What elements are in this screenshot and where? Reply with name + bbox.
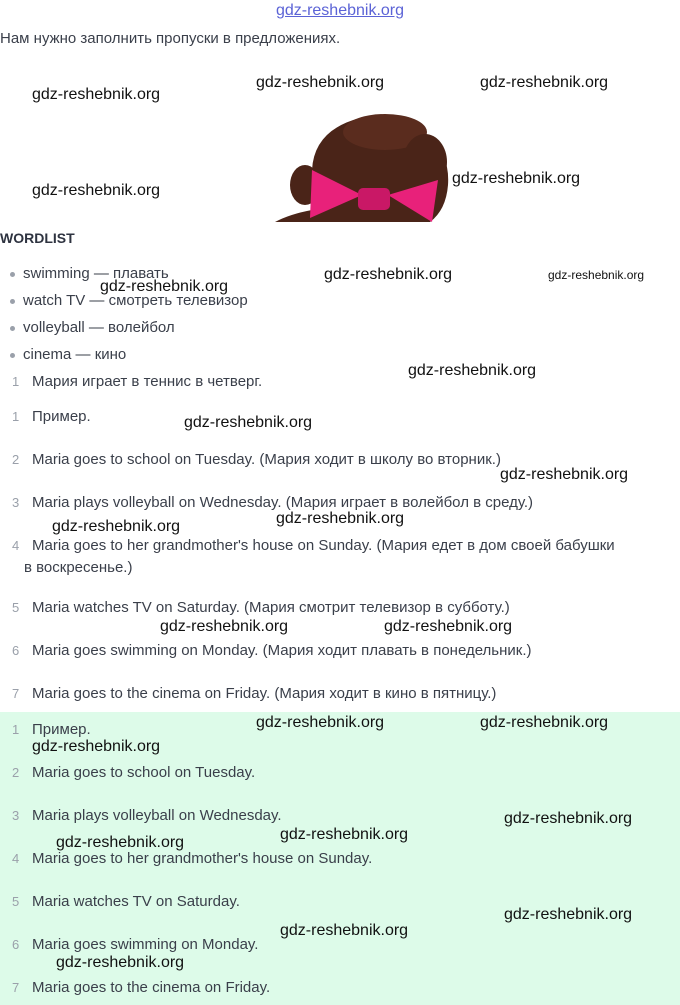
row-number: 1 — [12, 409, 20, 424]
watermark: gdz-reshebnik.org — [280, 922, 409, 939]
row-text: Мария играет в теннис в четверг. — [32, 373, 263, 390]
watermark: gdz-reshebnik.org — [504, 810, 633, 827]
watermark: gdz-reshebnik.org — [480, 74, 609, 91]
row-number: 4 — [12, 851, 20, 866]
wordlist-item-text: swimming — плавать — [23, 265, 169, 282]
row-text: Maria plays volleyball on Wednesday. (Мария играет в волейбол в среду.) — [32, 494, 534, 511]
watermark: gdz-reshebnik.org — [184, 414, 313, 431]
watermark: gdz-reshebnik.org — [504, 906, 633, 923]
watermark: gdz-reshebnik.org — [276, 510, 405, 527]
bullet-icon — [10, 272, 15, 277]
row-text: Maria goes swimming on Monday. — [32, 936, 259, 953]
row-text: Maria goes to the cinema on Friday. — [32, 979, 271, 996]
row-number: 3 — [12, 495, 20, 510]
watermark: gdz-reshebnik.org — [280, 826, 409, 843]
row-text: Пример. — [32, 408, 91, 425]
row-number: 5 — [12, 600, 20, 615]
wordlist-item-text: watch TV — смотреть телевизор — [23, 292, 248, 309]
row-number: 3 — [12, 808, 20, 823]
watermark: gdz-reshebnik.org — [452, 170, 581, 187]
watermark: gdz-reshebnik.org — [32, 182, 161, 199]
watermark: gdz-reshebnik.org — [56, 954, 185, 971]
watermark: gdz-reshebnik.org — [408, 362, 537, 379]
row-text: Maria watches TV on Saturday. — [32, 893, 240, 910]
wordlist-item-text: cinema — кино — [23, 346, 127, 363]
girl-hair-bow-illustration — [270, 110, 455, 225]
row-number: 7 — [12, 686, 20, 701]
row-number: 6 — [12, 937, 20, 952]
row-number: 5 — [12, 894, 20, 909]
site-header-link[interactable]: gdz-reshebnik.org — [275, 2, 405, 19]
watermark: gdz-reshebnik.org — [500, 466, 629, 483]
watermark: gdz-reshebnik.org — [52, 518, 181, 535]
row-text: Пример. — [32, 721, 91, 738]
row-number: 7 — [12, 980, 20, 995]
bullet-icon — [10, 353, 15, 358]
watermark: gdz-reshebnik.org — [324, 266, 453, 283]
row-number: 1 — [12, 374, 20, 389]
watermark: gdz-reshebnik.org — [100, 278, 229, 295]
wordlist-item — [10, 344, 126, 366]
row-text: Maria goes to the cinema on Friday. (Мария ходит в кино в пятницу.) — [32, 685, 497, 702]
row-text: Maria goes to her grandmother's house on Sunday. (Мария едет в дом своей бабушки — [32, 537, 615, 554]
bullet-icon — [10, 326, 15, 331]
row-text-continued: в воскресенье.) — [24, 559, 133, 576]
watermark: gdz-reshebnik.org — [256, 714, 385, 731]
watermark: gdz-reshebnik.org — [548, 268, 645, 282]
watermark: gdz-reshebnik.org — [384, 618, 513, 635]
row-text: Maria plays volleyball on Wednesday. — [32, 807, 282, 824]
row-text: Maria goes to school on Tuesday. — [32, 764, 256, 781]
row-number: 4 — [12, 538, 20, 553]
row-number: 2 — [12, 452, 20, 467]
row-text: Maria watches TV on Saturday. (Мария смотрит телевизор в субботу.) — [32, 599, 510, 616]
watermark: gdz-reshebnik.org — [56, 834, 185, 851]
watermark: gdz-reshebnik.org — [32, 86, 161, 103]
watermark: gdz-reshebnik.org — [256, 74, 385, 91]
row-number: 6 — [12, 643, 20, 658]
wordlist-item — [10, 317, 175, 339]
row-text: Maria goes to school on Tuesday. (Мария ходит в школу во вторник.) — [32, 451, 501, 468]
row-text: Maria goes swimming on Monday. (Мария ходит плавать в понедельник.) — [32, 642, 532, 659]
row-number: 1 — [12, 722, 20, 737]
wordlist-heading: WORDLIST — [0, 230, 75, 246]
row-text: Maria goes to her grandmother's house on Sunday. — [32, 850, 373, 867]
watermark: gdz-reshebnik.org — [160, 618, 289, 635]
bullet-icon — [10, 299, 15, 304]
watermark: gdz-reshebnik.org — [32, 738, 161, 755]
watermark: gdz-reshebnik.org — [480, 714, 609, 731]
wordlist-item-text: volleyball — волейбол — [23, 319, 175, 336]
row-number: 2 — [12, 765, 20, 780]
intro-text: Нам нужно заполнить пропуски в предложениях. — [0, 30, 341, 47]
